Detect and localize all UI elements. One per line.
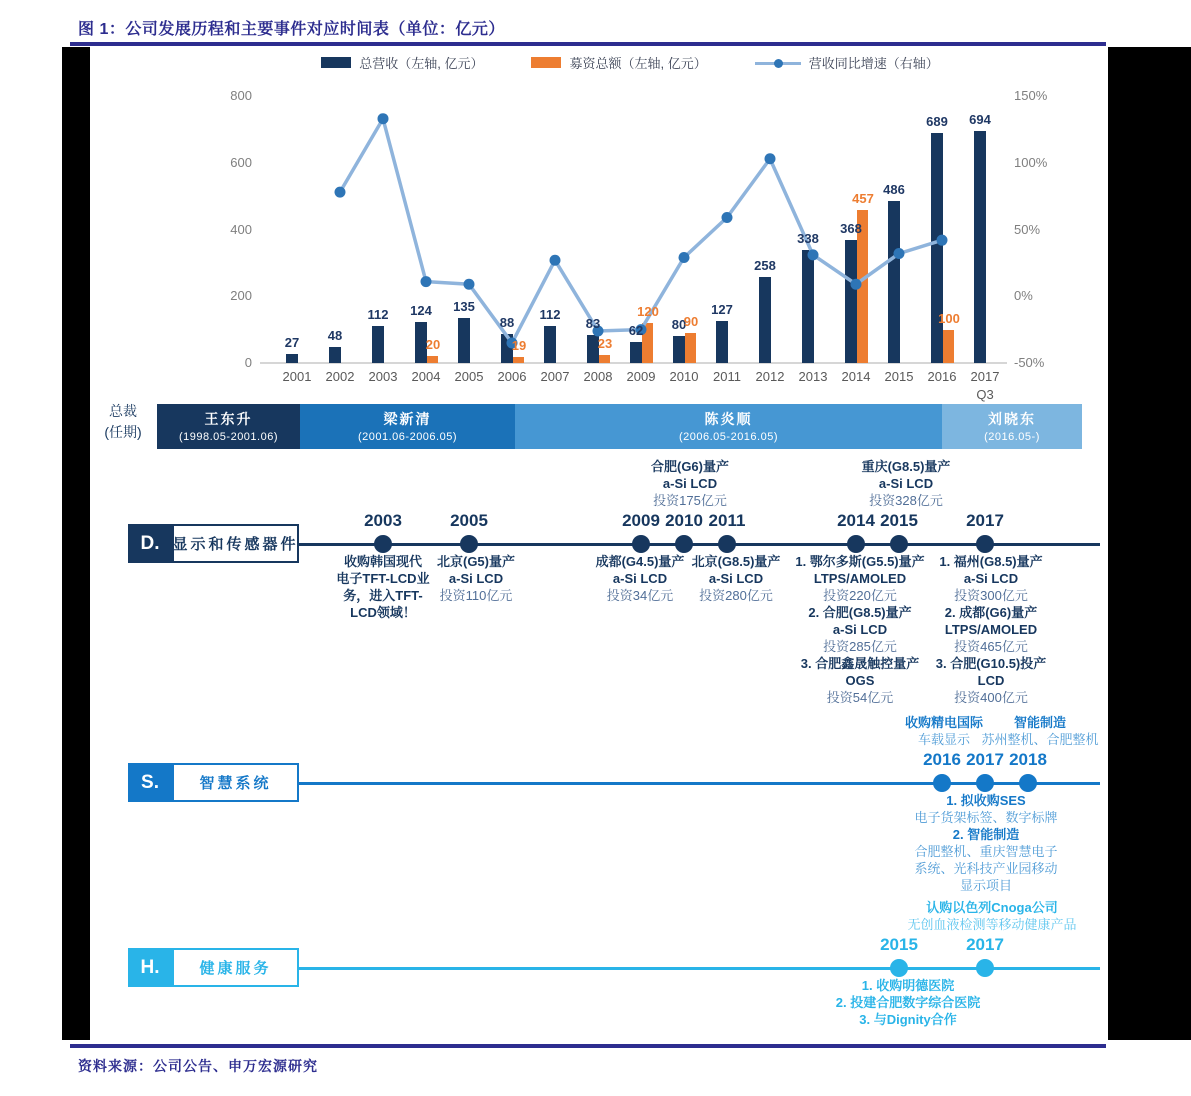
- track-year-display-2017: 2017: [966, 511, 1004, 530]
- annotation-line: 苏州整机、合肥整机: [981, 732, 1099, 747]
- track-letter-health: H.: [128, 948, 172, 987]
- annotation-line: 投资54亿元: [826, 690, 894, 705]
- legend-label: 募资总额（左轴, 亿元）: [569, 56, 707, 71]
- x-axis-label: 2017: [970, 369, 1000, 384]
- x-axis-sublabel: Q3: [976, 387, 994, 402]
- right-axis-tick: 50%: [1014, 221, 1041, 237]
- annotation-line: 2. 投建合肥数字综合医院: [835, 995, 981, 1010]
- track-year-smart-2016: 2016: [923, 750, 961, 769]
- funding-value-label: 90: [683, 313, 699, 329]
- legend-label: 营收同比增速（右轴）: [808, 56, 939, 71]
- x-axis-label: 2010: [669, 369, 699, 384]
- annotation-line: 显示项目: [959, 878, 1012, 893]
- annotation-line: 投资328亿元: [869, 493, 943, 508]
- revenue-value-label: 486: [883, 181, 905, 197]
- annotation-line: 投资175亿元: [653, 493, 727, 508]
- x-axis-label: 2012: [755, 369, 785, 384]
- track-year-health-2017: 2017: [966, 935, 1004, 954]
- annotation-line: 1. 鄂尔多斯(G5.5)量产: [795, 554, 925, 569]
- growth-point: [894, 248, 905, 259]
- track-letter-smart: S.: [128, 763, 172, 802]
- revenue-value-label: 88: [499, 314, 515, 330]
- track-year-display-2003: 2003: [364, 511, 402, 530]
- growth-point: [378, 113, 389, 124]
- annotation-line: 电子TFT-LCD业: [336, 571, 430, 586]
- annotation-line: 投资285亿元: [823, 639, 897, 654]
- annotation-line: 合肥整机、重庆智慧电子: [914, 844, 1058, 859]
- annotation-line: 投资220亿元: [823, 588, 897, 603]
- annotation-line: 无创血液检测等移动健康产品: [907, 917, 1077, 932]
- annotation-line: LCD领域！: [350, 605, 416, 620]
- annotation-line: 重庆(G8.5)量产: [861, 459, 951, 474]
- track-year-display-2011: 2011: [708, 511, 746, 530]
- x-axis-label: 2009: [626, 369, 656, 384]
- track-year-smart-2018: 2018: [1009, 750, 1047, 769]
- growth-point: [851, 279, 862, 290]
- president-term: (2001.06-2006.05): [357, 431, 457, 443]
- left-axis-tick: 0: [244, 355, 252, 370]
- annotation-line: 成都(G4.5)量产: [595, 554, 685, 569]
- left-axis-tick: 200: [230, 288, 252, 304]
- annotation-line: OGS: [845, 673, 875, 688]
- annotation-line: 2. 成都(G6)量产: [944, 605, 1038, 620]
- annotation-line: 北京(G5)量产: [436, 554, 515, 569]
- funding-value-label: 20: [425, 337, 441, 353]
- annotation-line: LTPS/AMOLED: [813, 571, 907, 586]
- growth-point: [937, 235, 948, 246]
- right-axis-tick: -50%: [1014, 355, 1045, 370]
- annotation-line: a-Si LCD: [708, 571, 764, 586]
- revenue-value-label: 694: [969, 112, 991, 128]
- annotation-line: 投资400亿元: [954, 690, 1028, 705]
- annotation-line: a-Si LCD: [878, 476, 934, 491]
- annotation-line: 3. 合肥鑫晟触控量产: [800, 656, 920, 671]
- track-year-smart-2017: 2017: [966, 750, 1004, 769]
- funding-value-label: 457: [852, 191, 874, 207]
- revenue-value-label: 368: [840, 221, 862, 237]
- right-black-border: [1108, 47, 1191, 1040]
- annotation-line: LCD: [977, 673, 1005, 688]
- track-label-health: 健康服务: [172, 948, 299, 987]
- president-row-label: 总裁: [109, 403, 137, 419]
- annotation-line: 收购精电国际: [904, 715, 983, 730]
- growth-point: [808, 249, 819, 260]
- annotation-line: 合肥(G6)量产: [650, 459, 729, 474]
- track-year-display-2014: 2014: [837, 511, 875, 530]
- annotation-line: 收购韩国现代: [343, 554, 422, 569]
- x-axis-label: 2003: [368, 369, 398, 384]
- annotation-line: LTPS/AMOLED: [944, 622, 1038, 637]
- track-year-display-2005: 2005: [450, 511, 488, 530]
- x-axis-label: 2007: [540, 369, 570, 384]
- annotation-line: 投资300亿元: [954, 588, 1028, 603]
- growth-point: [335, 187, 346, 198]
- revenue-value-label: 689: [926, 114, 948, 130]
- president-term: (2016.05-): [984, 431, 1040, 443]
- revenue-value-label: 258: [754, 257, 776, 273]
- growth-point: [722, 212, 733, 223]
- growth-point: [765, 153, 776, 164]
- revenue-value-label: 80: [671, 317, 687, 333]
- annotation-line: 3. 合肥(G10.5)投产: [935, 656, 1047, 671]
- x-axis-label: 2002: [325, 369, 355, 384]
- annotation-line: 1. 福州(G8.5)量产: [939, 554, 1043, 569]
- revenue-value-label: 62: [628, 323, 644, 339]
- president-name: 陈炎顺: [704, 411, 753, 427]
- annotation-line: a-Si LCD: [448, 571, 504, 586]
- annotation-line: 2. 智能制造: [952, 827, 1020, 842]
- left-axis-tick: 400: [230, 221, 252, 237]
- x-axis-label: 2011: [713, 369, 741, 384]
- annotation-line: a-Si LCD: [832, 622, 888, 637]
- x-axis-label: 2005: [454, 369, 484, 384]
- funding-value-label: 100: [938, 310, 960, 326]
- annotation-line: 投资280亿元: [699, 588, 773, 603]
- x-axis-label: 2008: [583, 369, 613, 384]
- track-label-smart: 智慧系统: [172, 763, 299, 802]
- annotation-line: a-Si LCD: [963, 571, 1019, 586]
- growth-point: [464, 279, 475, 290]
- annotation-line: 投资110亿元: [439, 588, 513, 603]
- president-name: 刘晓东: [988, 411, 1036, 427]
- legend-label: 总营收（左轴, 亿元）: [359, 56, 484, 71]
- funding-value-label: 23: [597, 336, 613, 352]
- revenue-value-label: 135: [453, 298, 475, 314]
- left-black-border: [62, 47, 90, 1040]
- annotation-line: a-Si LCD: [662, 476, 718, 491]
- x-axis-label: 2015: [884, 369, 914, 384]
- annotation-line: 投资465亿元: [954, 639, 1028, 654]
- right-axis-tick: 150%: [1014, 88, 1048, 103]
- growth-point: [421, 276, 432, 287]
- x-axis-label: 2016: [927, 369, 957, 384]
- track-year-display-2010: 2010: [665, 511, 703, 530]
- revenue-value-label: 112: [367, 306, 389, 322]
- right-axis-tick: 100%: [1014, 154, 1048, 170]
- annotation-line: 车载显示: [917, 732, 970, 747]
- funding-value-label: 120: [637, 303, 659, 319]
- growth-point: [550, 255, 561, 266]
- revenue-value-label: 112: [539, 306, 561, 322]
- revenue-value-label: 48: [327, 327, 343, 343]
- annotation-line: 系统、光科技产业园移动: [914, 861, 1058, 876]
- annotation-line: 智能制造: [1013, 715, 1066, 730]
- annotation-line: 北京(G8.5)量产: [691, 554, 781, 569]
- annotation-line: 投资34亿元: [606, 588, 674, 603]
- left-axis-tick: 600: [230, 154, 252, 170]
- source-note: 资料来源：公司公告、申万宏源研究: [78, 1058, 318, 1074]
- track-year-health-2015: 2015: [880, 935, 918, 954]
- annotation-line: 3. 与Dignity合作: [859, 1012, 957, 1027]
- annotation-line: 1. 收购明德医院: [861, 978, 955, 993]
- track-letter-display: D.: [128, 524, 172, 563]
- x-axis-label: 2001: [282, 369, 312, 384]
- president-row-label: (任期): [104, 424, 142, 440]
- track-year-display-2015: 2015: [880, 511, 918, 530]
- track-year-display-2009: 2009: [622, 511, 660, 530]
- president-name: 梁新清: [383, 411, 432, 427]
- revenue-value-label: 27: [284, 334, 300, 350]
- annotation-line: a-Si LCD: [612, 571, 668, 586]
- x-axis-label: 2004: [411, 369, 441, 384]
- annotation-line: 认购以色列Cnoga公司: [926, 900, 1058, 915]
- funding-value-label: 19: [511, 337, 527, 353]
- figure-title: 图 1：公司发展历程和主要事件对应时间表（单位：亿元）: [78, 21, 505, 38]
- left-axis-tick: 800: [230, 88, 252, 103]
- president-term: (2006.05-2016.05): [678, 431, 778, 443]
- president-name: 王东升: [204, 411, 253, 427]
- revenue-value-label: 338: [797, 231, 819, 247]
- revenue-value-label: 83: [585, 316, 601, 332]
- x-axis-label: 2006: [497, 369, 527, 384]
- x-axis-label: 2014: [841, 369, 871, 384]
- right-axis-tick: 0%: [1014, 288, 1033, 304]
- president-term: (1998.05-2001.06): [178, 431, 278, 443]
- growth-point: [679, 252, 690, 263]
- revenue-value-label: 127: [711, 301, 733, 317]
- x-axis-label: 2013: [798, 369, 828, 384]
- annotation-line: 1. 拟收购SES: [946, 793, 1026, 808]
- annotation-line: 2. 合肥(G8.5)量产: [808, 605, 912, 620]
- track-label-display: 显示和传感器件: [172, 524, 299, 563]
- annotation-line: 电子货架标签、数字标牌: [914, 810, 1058, 825]
- annotation-line: 务，进入TFT-: [343, 588, 423, 603]
- revenue-value-label: 124: [410, 302, 432, 318]
